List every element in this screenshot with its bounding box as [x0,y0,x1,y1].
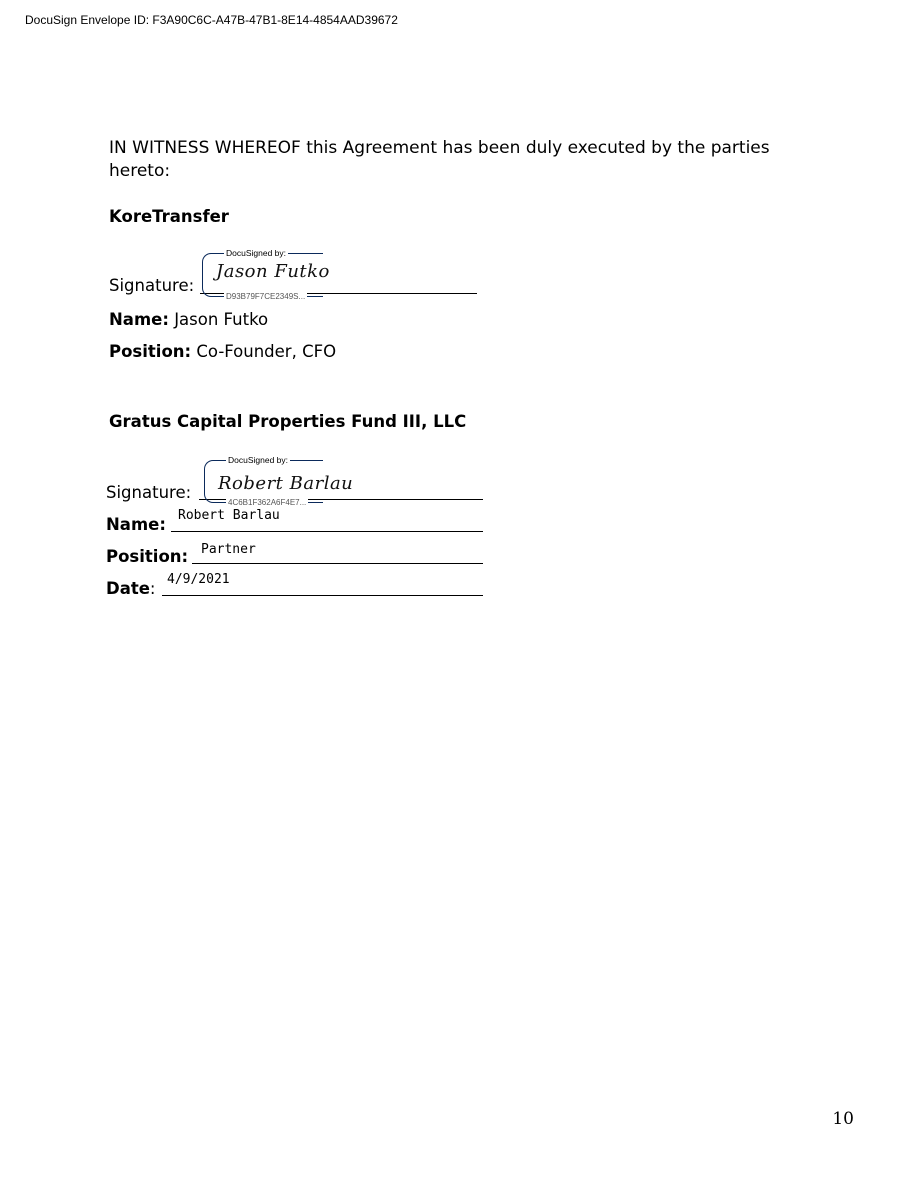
party2-position-line [192,563,483,564]
party2-name-value[interactable]: Robert Barlau [178,508,280,523]
party1-signature-label: Signature: [109,276,195,295]
party1-docusigned-caption: DocuSigned by: [226,248,287,258]
party1-title: KoreTransfer [109,207,229,226]
party2-title: Gratus Capital Properties Fund III, LLC [109,412,467,431]
party1-name-value: Jason Futko [174,310,269,329]
party1-name-row [109,310,268,329]
party1-position-value: Co-Founder, CFO [196,342,337,361]
page-number: 10 [832,1109,854,1129]
party2-date-value[interactable]: 4/9/2021 [167,572,230,587]
party2-position-label: Position: [106,547,189,566]
party2-position-value[interactable]: Partner [201,542,256,557]
party2-date-row [106,579,155,598]
party2-date-colon: : [149,579,156,598]
party2-signature-id: 4C6B1F362A6F4E7... [228,498,307,507]
witness-paragraph: IN WITNESS WHEREOF this Agreement has been duly executed by the parties hereto: [109,138,770,181]
party1-position-row [109,342,336,361]
party2-docusigned-caption: DocuSigned by: [228,455,289,465]
party1-name-label: Name: [109,310,169,329]
party1-signature-id: D93B79F7CE2349S... [226,292,306,301]
party1-position-label: Position: [109,342,192,361]
party2-name-label: Name: [106,515,166,534]
party2-signature[interactable]: Robert Barlau [218,473,354,494]
envelope-id-header: DocuSign Envelope ID: F3A90C6C-A47B-47B1-8E14-4854AAD39672 [25,13,398,27]
party2-date-line [162,595,483,596]
party2-signature-label: Signature: [106,483,192,502]
party2-name-line [171,531,483,532]
party2-date-label: Date [106,579,150,598]
party1-signature[interactable]: Jason Futko [216,261,330,282]
